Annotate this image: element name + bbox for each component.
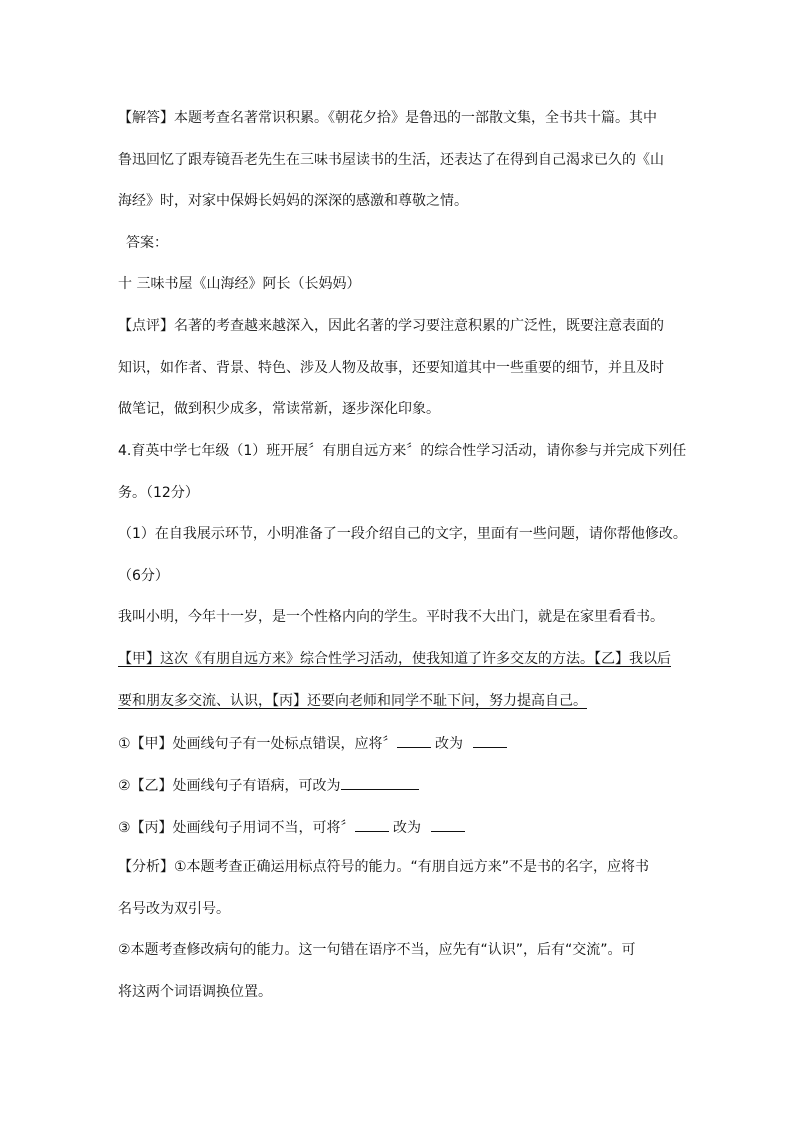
answer-explanation-line-2: 鲁迅回忆了跟寿镜吾老先生在三味书屋读书的生活，还表达了在得到自己渴求已久的《山	[118, 152, 664, 168]
analysis-line-3: ②本题考查修改病句的能力。这一句错在语序不当，应先有“认识”，后有“交流”。可	[118, 942, 636, 958]
passage-line-1: 我叫小明，今年十一岁，是一个性格内向的学生。平时我不大出门，就是在家里看看书。	[118, 609, 664, 625]
passage-underlined-line-1: 【甲】这次《有朋自远方来》综合性学习活动，使我知道了许多交友的方法。【乙】我以后	[118, 651, 671, 667]
answer-explanation-line-1: 【解答】本题考查名著常识积累。《朝花夕拾》是鲁迅的一部散文集，全书共十篇。其中	[118, 110, 657, 126]
passage-underlined-line-2: 要和朋友多交流、认识，【丙】还要向老师和同学不耻下问，努力提高自己。	[118, 693, 587, 709]
comment-line-1: 【点评】名著的考查越来越深入，因此名著的学习要注意积累的广泛性，既要注意表面的	[118, 318, 664, 334]
comment-line-2: 知识，如作者、背景、特色、涉及人物及故事，还要知道其中一些重要的细节，并且及时	[118, 360, 664, 376]
answer-explanation-line-3: 海经》时，对家中保姆长妈妈的深深的感激和尊敬之情。	[118, 193, 468, 209]
task-1-blank-to[interactable]	[473, 733, 507, 748]
answer-content: 十 三味书屋《山海经》阿长（长妈妈）	[118, 276, 361, 292]
analysis-line-2: 名号改为双引号。	[118, 901, 230, 917]
sub-question-1-line-2: （6分）	[118, 568, 169, 584]
analysis-line-4: 将这两个词语调换位置。	[118, 984, 272, 1000]
task-2-prompt: ②【乙】处画线句子有语病，可改为	[118, 778, 341, 794]
task-1-line	[118, 733, 698, 753]
answer-label: 答案：	[126, 235, 168, 251]
task-3-blank-to[interactable]	[431, 817, 465, 832]
task-3-prompt: ③【丙】处画线句子用词不当，可将〞	[118, 820, 355, 836]
task-1-blank-from[interactable]	[397, 733, 431, 748]
task-1-change-to: 改为	[435, 736, 464, 752]
task-3-change-to: 改为	[393, 820, 422, 836]
analysis-line-1: 【分析】①本题考查正确运用标点符号的能力。“有朋自远方来”不是书的名字，应将书	[118, 859, 650, 875]
task-3-line	[118, 817, 698, 837]
task-2-line	[118, 775, 698, 795]
task-3-blank-from[interactable]	[355, 817, 389, 832]
task-2-blank[interactable]	[341, 775, 419, 790]
comment-line-3: 做笔记，做到积少成多，常读常新，逐步深化印象。	[118, 401, 440, 417]
question-4-line-1: 4.育英中学七年级（1）班开展〞有朋自远方来〞的综合性学习活动，请你参与并完成下列任	[118, 443, 687, 459]
question-4-line-2: 务。（12分）	[118, 485, 199, 501]
task-1-prompt: ①【甲】处画线句子有一处标点错误，应将〞	[118, 736, 397, 752]
sub-question-1-line-1: （1）在自我展示环节，小明准备了一段介绍自己的文字，里面有一些问题，请你帮他修改。	[118, 526, 687, 542]
